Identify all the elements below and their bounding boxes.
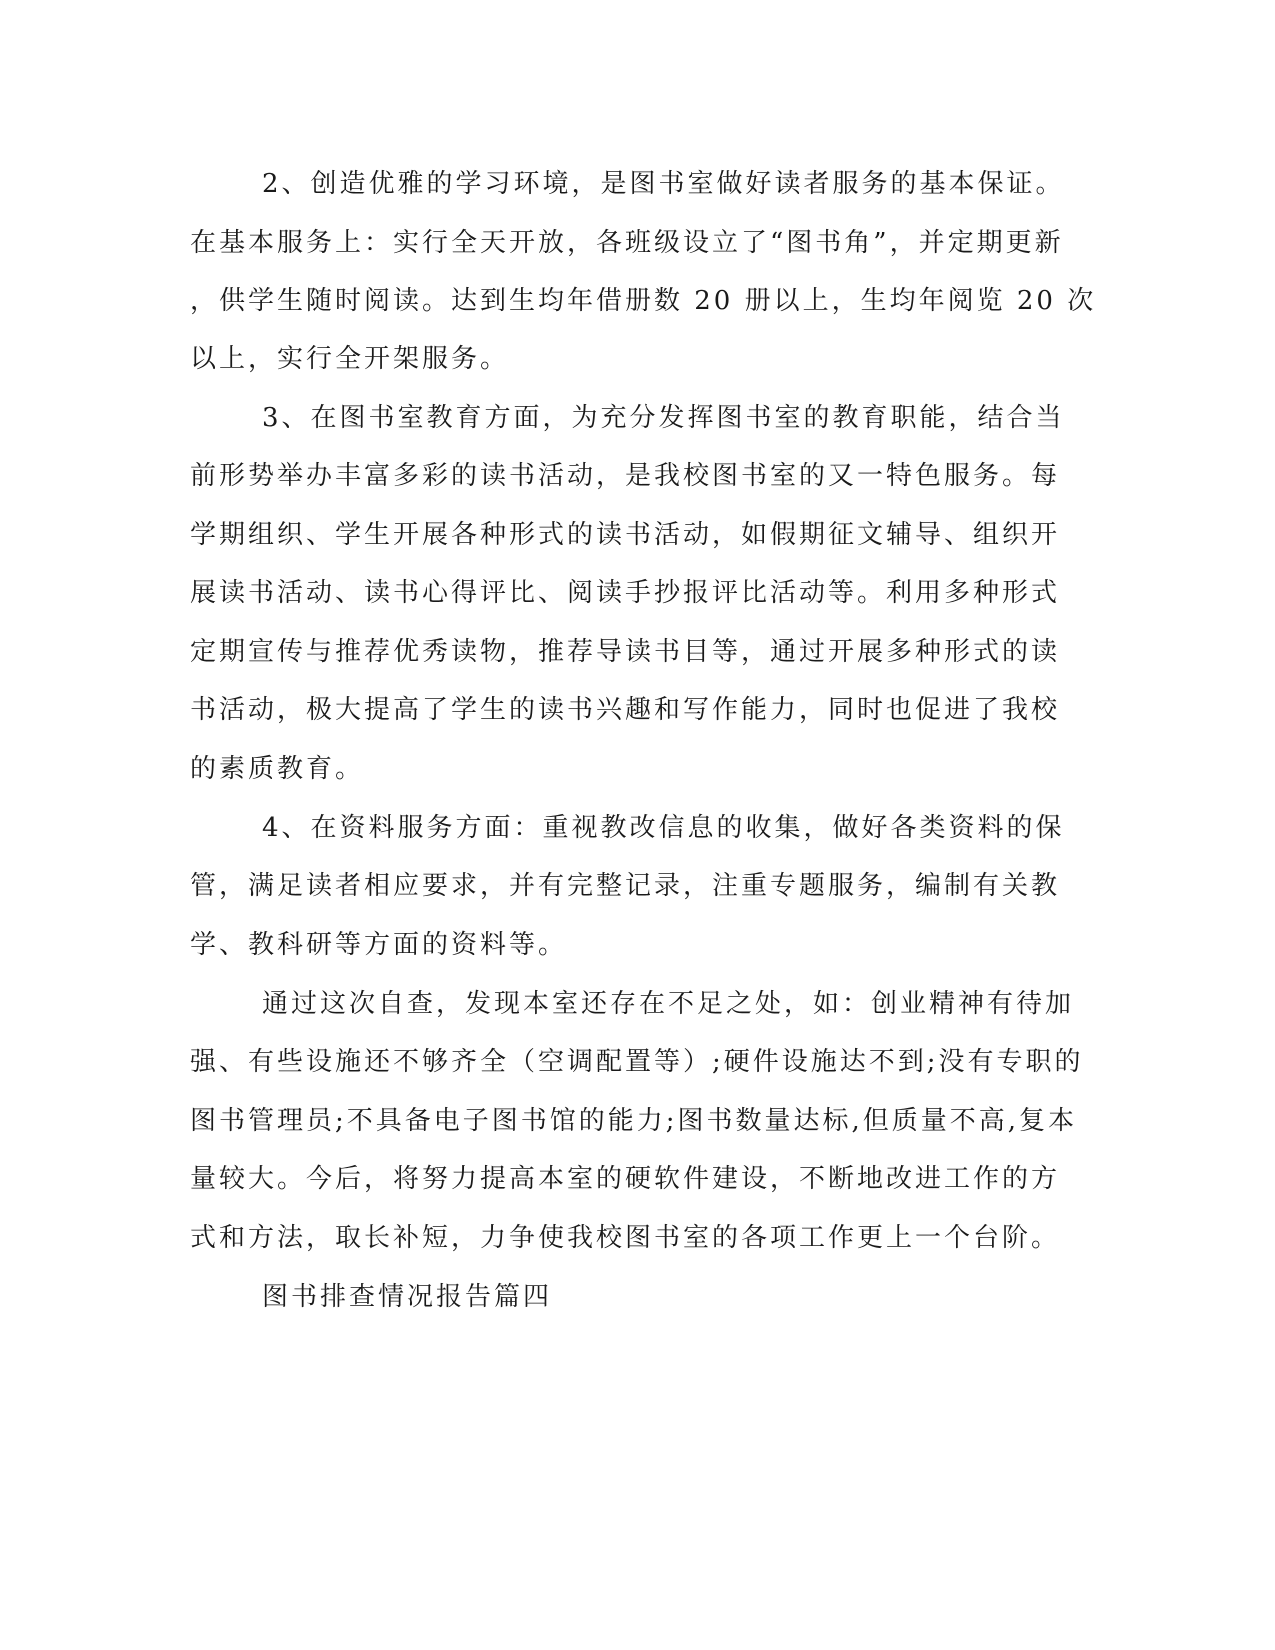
paragraph-2-line-4: 以上，实行全开架服务。 bbox=[190, 344, 510, 374]
paragraph-3-line-3: 学期组织、学生开展各种形式的读书活动，如假期征文辅导、组织开 bbox=[190, 520, 1061, 550]
paragraph-5-line-2: 强、有些设施还不够齐全（空调配置等）;硬件设施达不到;没有专职的 bbox=[190, 1047, 1084, 1077]
paragraph-3-line-7: 的素质教育。 bbox=[190, 754, 365, 784]
paragraph-5-line-3: 图书管理员;不具备电子图书馆的能力;图书数量达标,但质量不高,复本 bbox=[190, 1106, 1078, 1136]
paragraph-4-line-1: 4、在资料服务方面：重视教改信息的收集，做好各类资料的保 bbox=[262, 813, 1065, 843]
paragraph-3-line-2: 前形势举办丰富多彩的读书活动，是我校图书室的又一特色服务。每 bbox=[190, 461, 1061, 491]
paragraph-3-line-5: 定期宣传与推荐优秀读物，推荐导读书目等，通过开展多种形式的读 bbox=[190, 637, 1061, 667]
paragraph-3-line-6: 书活动，极大提高了学生的读书兴趣和写作能力，同时也促进了我校 bbox=[190, 695, 1061, 725]
paragraph-3-line-1: 3、在图书室教育方面，为充分发挥图书室的教育职能，结合当 bbox=[262, 403, 1065, 433]
paragraph-5-line-4: 量较大。今后，将努力提高本室的硬软件建设，不断地改进工作的方 bbox=[190, 1164, 1061, 1194]
paragraph-5-line-1: 通过这次自查，发现本室还存在不足之处，如：创业精神有待加 bbox=[262, 989, 1075, 1019]
paragraph-2-line-1: 2、创造优雅的学习环境，是图书室做好读者服务的基本保证。 bbox=[262, 169, 1065, 199]
paragraph-4-line-2: 管，满足读者相应要求，并有完整记录，注重专题服务，编制有关教 bbox=[190, 871, 1061, 901]
paragraph-4-line-3: 学、教科研等方面的资料等。 bbox=[190, 930, 568, 960]
paragraph-5-line-5: 式和方法，取长补短，力争使我校图书室的各项工作更上一个台阶。 bbox=[190, 1223, 1061, 1253]
section-heading: 图书排查情况报告篇四 bbox=[262, 1282, 553, 1312]
paragraph-3-line-4: 展读书活动、读书心得评比、阅读手抄报评比活动等。利用多种形式 bbox=[190, 578, 1061, 608]
paragraph-2-line-3: ，供学生随时阅读。达到生均年借册数 20 册以上，生均年阅览 20 次 bbox=[190, 286, 1097, 316]
paragraph-2-line-2: 在基本服务上：实行全天开放，各班级设立了“图书角”，并定期更新 bbox=[190, 228, 1064, 258]
